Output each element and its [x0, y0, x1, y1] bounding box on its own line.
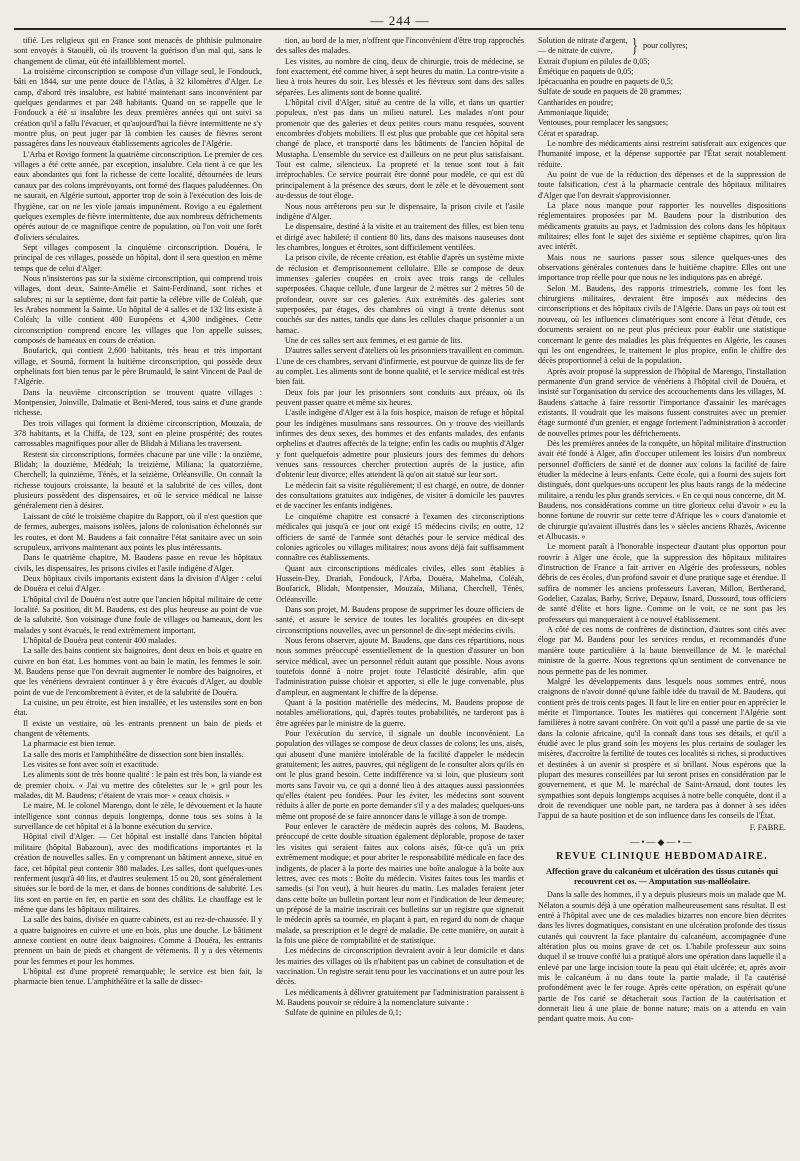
collyre-line: Solution de nitrate d'argent, [538, 36, 628, 45]
paragraph: La pharmacie est bien tenue. [23, 739, 116, 749]
paragraph: Restent six circonscriptions, formées chacune par une ville : la onzième, Blidah; la douzième, Médéah; la treizième, Miliana; la quatorzième, Cherchell; la quinzième, Ténès, et la seizième, Orléansville. On connaît la richesse toujours croissante, la beauté et la salubrité de ces villes, dont plusieurs possèdent des dispensaires, et où le service médical ne laisse généralement rien à désirer. [14, 449, 262, 511]
section-heading: REVUE CLINIQUE HEBDOMADAIRE. [556, 851, 768, 863]
paragraph: La salle des bains contient six baignoires, dont deux en bois et quatre en cuivre en bon état. Les hommes vont au bain le matin, les femmes le soir. M. Baudens pense que l'on devrait augmenter le nombre des baignoires, et que les vénériens devraient continuer à y être évacués d'Alger, au double point de vue de l'encombrement à éviter, et de la salubrité de Douéra. [14, 646, 262, 697]
collyre-label: pour collyres; [643, 41, 688, 51]
brace-glyph: } [632, 36, 639, 58]
paragraph: Les visites se font avec soin et exactitude. [23, 760, 159, 770]
text-columns [14, 36, 786, 1154]
paragraph: La cuisine, un peu étroite, est bien installée, et les ustensiles sont en bon état. [14, 698, 262, 718]
page-header [14, 10, 786, 32]
paragraph: Dans la neuvième circonscription se trouvent quatre villages : Montpensier, Joinville, Dalmatie et Beni-Mered, tous sains et d'une grande richesse. [14, 387, 262, 418]
paragraph: La salle des bains, divisée en quatre cabinets, est au rez-de-chaussée. Il y a quatre baignoires en cuivre et une en bois, plus une douche. Le bâtiment annexe contient en outre deux baignoires. Comme à Douéra, les entrants prennent un bain de pieds et changent de vêtements. Il y a des vêtements pour les femmes et pour les hommes. [14, 915, 262, 966]
right-column [538, 36, 786, 1154]
collyre-lines [538, 36, 627, 57]
paragraph: L'hôpital civil d'Alger, situé au centre de la ville, et dans un quartier populeux, n'est pas dans un milieu naturel. Les malades n'ont pour promenoir que des galeries et deux petites cours manu resquées, souvent encombrées d'objets mobiliers. Il est plus que probable que cet hôpital sera changé de place, et transporté dans les bâtiments de l'ancien hôpital de Mustapha. L'ensemble du service est d'ailleurs on ne peut plus satisfaisant. Tout est calme, silencieux. La propreté et la tenue sont tout à fait irréprochables. Ce service pourrait être donné pour modèle, ce qui est dû principalement à la présence des sœurs, dont le zèle et le dévouement sont au-dessus de tout éloge. [276, 98, 524, 201]
paragraph: Les médecins de circonscription devraient avoir à leur domicile et dans les mairies des villages où ils n'habitent pas un cabinet de consultation et de vaccination. Un registre serait tenu pour les vaccinations et un autre pour les décès. [276, 946, 524, 987]
paragraph: Dans le quatrième chapitre, M. Baudens passe en revue les hôpitaux civils, les dispensaires, les prisons civiles et l'asile indigène d'Alger. [14, 553, 262, 573]
remedy-list [538, 36, 786, 139]
article-body [538, 890, 786, 1024]
paragraph: Au point de vue de la réduction des dépenses et de la suppression de toute falsification, c'est à la pharmacie centrale des hôpitaux militaires d'Alger que l'on devrait s'approvisionner. [538, 170, 786, 200]
paragraph: Nous nous arrêterons peu sur le dispensaire, la prison civile et l'asile indigène d'Alger. [276, 201, 524, 221]
remedy-item: Extrait d'opium en pilules de 0,05; [538, 56, 650, 66]
paragraph: Après avoir proposé la suppression de l'hôpital de Marengo, l'installation permanente d'un grand service de vénériens à l'hôpital civil de Douéra, et insisté sur l'organisation du service des accouchements dans les villages, M. Baudens s'attache à faire ressortir l'importance d'assainir les marécages existants. Il voudrait que les maisons fussent construites avec un premier étage surmonté d'un grenier, et engage fortement l'administration à accorder de nouvelles primes pour les défrichements. [538, 366, 786, 438]
paragraph: Deux fois par jour les prisonniers sont conduits aux préaux, où ils peuvent passer quatre et même six heures. [276, 387, 524, 408]
header-rule [14, 28, 786, 30]
paragraph: Sept villages composent la cinquième circonscription. Douéra, le principal de ces villages, possède un hôpital, dont il sera question en même temps que de celui d'Alger. [14, 242, 262, 273]
paragraph: Dans la salle des hommes, il y a depuis plusieurs mois un malade que M. Nélaton a soumis déjà à une opération malheureusement sans résultat. Il est entré à l'hôpital avec une de ces maladies bizarres non encore bien décrites dans les livres dogmatiques, consistant en une ulcération profonde des tissus cutanés qui couvrent la face plantaire du calcanéum, accompagnée d'une altération plus ou moins grave de cet os. L'habile professeur aux soins duquel il se trouve confié lui a pratiqué alors une opération dans laquelle il a enlevé par une large incision toute la peau qui était ulcérée; et, après avoir mis le calcanéum à nu dans toute la partie malade, il l'a cautérisé profondément avec le fer rouge. Après cette opération, on espérait qu'une partie de l'os carié se détacherait sous l'action de la cautérisation et donnerait lieu à une plaie de bonne nature; mais on a attendu en vain pendant quatre mois. Au con- [538, 890, 786, 1024]
paragraph: Dans son projet, M. Baudens propose de supprimer les douze officiers de santé, et assure le service de toutes les localités groupées en dix-sept circonscriptions nouvelles, avec un personnel de dix-sept médecins civils. [276, 604, 524, 635]
author-signature: F. FABRE. [749, 822, 786, 832]
remedy-item: Sulfate de soude en paquets de 20 grammes; [538, 87, 682, 97]
paragraph: Dès les premières années de la conquête, un hôpital militaire d'instruction avait été fondé à Alger, afin d'occuper utilement les loisirs d'un nombreux personnel d'officiers de santé et de donner aux colons la facilité de faire étudier la médecine à leurs enfants. Cette école, qui a fourni des sujets fort distingués, dont quelques-uns occupent les plus hauts rangs de la médecine militaire, a rendu les plus grands services. « En ce qui nous concerne, dit M. Baudens, nos considérations comme un titre glorieux celui d'avoir » eu la bonne fortune de rouvrir sur cette terre d'Afrique les » cours d'anatomie et de chirurgie qu'avaient illustrés dans les » siècles anciens Rhazès, Avicenne et Albucasis. » [538, 438, 786, 542]
paragraph: Le nombre des médicaments ainsi restreint satisferait aux exigences que l'humanité impose, et la dépense supportée par l'État serait notablement réduite. [538, 138, 786, 169]
paragraph: L'hôpital civil de Douéra n'est autre que l'ancien hôpital militaire de cette localité. Sa position, dit M. Baudens, est des plus heureuse au point de vue de la salubrité. Son voisinage d'une foule de villages ou hameaux, dont les malades y sont évacués, le rend extrêmement important. [14, 594, 262, 635]
paragraph: D'autres salles servent d'ateliers où les prisonniers travaillent en commun. L'une de ces chambres, servant d'infirmerie, est pourvue de quinze lits de fer au complet. Les aliments sont de bonne qualité, et le service médical est très bien fait. [276, 346, 524, 387]
paragraph: La troisième circonscription se compose d'un village seul, le Fondouck, bâti en 1844, sur une pente douce de l'Atlas, à 32 kilomètres d'Alger. Le camp, d'abord très insalubre, est habité maintenant sans inconvénient par quelques gendarmes et par 248 habitants. Quand on se rappelle que le Fondouck a été si insalubre les deux premières années qui ont suivi sa création qu'il a fallu l'évacuer, et qu'aujourd'hui la fièvre intermittente ne s'y montre plus, on peut juger par là combien les causes de fièvres seront passagères dans les nouveaux établissements agricoles de l'Algérie. [14, 67, 262, 149]
collyre-group [538, 36, 786, 57]
paragraph: tifié. Les religieux qui en France sont menacés de phthisie pulmonaire sont envoyés à Staouëli, où ils trouvent la guérison d'un mal qui, sans le changement de climat, eût été infailliblement mortel. [14, 36, 262, 66]
paragraph: Les médicaments à délivrer gratuitement par l'administration paraissent à M. Baudens pouvoir se réduire à la nomenclature suivante : [276, 987, 524, 1007]
paragraph: A côté de ces noms de confrères de distinction, d'autres sont cités avec éloge par M. Baudens pour les services rendus, et recommandés d'une manière toute particulière à la haute bienveillance de M. le maréchal ministre de la guerre. Nous regrettons qu'un sentiment de convenance ne nous permette pas de les nommer. [538, 625, 786, 676]
remedy-item: Cérat et sparadrap. [538, 128, 599, 138]
paragraph: L'hôpital de Douéra peut contenir 400 malades. [23, 635, 177, 645]
paragraph: Pour enlever le caractère de médecin auprès des colons, M. Baudens, préoccupé de cette double situation également déplorable, propose de taxer les visites qui seraient faites aux colons aisés, fût-ce qu'à un prix extrêmement modique; et pour abriter le responsabilité médicale en face des indigents, de placer à la porte des mairies une boîte analogue à la boîte aux lettres, avec ces mots : Boîte du médecin. Visites faites tous les mardis et samedis (si l'on veut), à huit heures du matin. Les malades feraient jeter dans cette boîte un bulletin portant leur nom et l'indication de leur demeure; un préposé de la mairie inscrirait ces bulletins sur un registre que signerait le médecin après sa tournée, en plaçant à part, en regard du nom de chaque malade, sa prescription et le degré de maladie. De cette manière, on aurait à la fois une pièce de comptabilité et de statistique. [276, 822, 524, 945]
article-title: Affection grave du calcanéum et ulcération des tissus cutanés qui recouvrent cet os. — Amputation sus-malléolaire. [546, 866, 778, 886]
paragraph: Pour l'exécution du service, il signale un double inconvénient. La population des villages se compose de deux classes de colons; les uns, aisés, qui abusent d'une manière intolérable de la facilité d'appeler le médecin gratuitement; les autres, pauvres, qui négligent de le consulter alors qu'ils en ont le plus grand besoin. Cette indifférence va si loin, que plusieurs sont morts sans l'avoir vu, ce qui a donné lieu à des attaques aussi passionnées qu'elles étaient peu fondées. Pour les éviter, les médecins sont souvent réduits à aller de porte en porte demander s'il y a des malades; quelques-uns même ont proposé de se faire annoncer dans le village à son de trompe. [276, 729, 524, 821]
paragraph: Des trois villages qui forment la dixième circonscription, Mouzaïa, de 378 habitants, et la Chiffa, de 123, sont en pleine prospérité; des routes carrossables magnifiques pour aller de Blidah à Miliana les traversent. [14, 418, 262, 449]
remedy-item: Ammoniaque liquide; [538, 108, 609, 118]
paragraph: Les visites, au nombre de cinq, deux de chirurgie, trois de médecine, se font exactement, été comme hiver, à sept heures du matin. La contre-visite a lieu à trois heures du soir. Les blessés et les fiévreux sont dans des salles séparées. Les aliments sont de bonne qualité. [276, 56, 524, 97]
paragraph: La place nous manque pour rapporter les nouvelles dispositions réglementaires proposées par M. Baudens pour la distribution des médicaments gratuits au pays, et l'admission des colons dans les hôpitaux militaires; elles font le sujet des sixième et septième chapitres, qu'on lira avec intérêt. [538, 201, 786, 252]
remedy-item: Émétique en paquets de 0,05; [538, 66, 634, 76]
remedy-items [538, 57, 786, 139]
paragraph: Le maire, M. le colonel Marengo, dont le zèle, le dévouement et la haute intelligence sont connus depuis longtemps, donne tous ses soins à la surveillance de cet hôpital et à la bonne exécution du service. [14, 801, 262, 832]
paragraph: Le moment paraît à l'honorable inspecteur d'autant plus opportun pour rouvrir à Alger une école, que la suppression des hôpitaux militaires d'instruction de France a fait arriver en Algérie des professeurs, nobles débris de ces écoles, d'un profond savoir et d'une pratique sage et étendue. Il suffira de nommer les anciens professeurs Laveran, Millon, Bertherand, Godelier, Cazalas, Barby, Scrive, Depauw, Isnard, Dussourd, tous officiers de santé d'élite et hors ligne. Comme on le voit, ce ne sont pas les professeurs qui manqueraient à ce nouvel établissement. [538, 542, 786, 624]
paragraph: Nous n'insisterons pas sur la sixième circonscription, qui comprend trois villages, dont deux, Sainte-Amélie et Saint-Ferdinand, sont riches et salubres; ni sur la septième, dont fait partie la célèbre ville de Coléah, que les Arabes nomment la Sainte. Un hôpital de 4 salles et de 132 lits existe à Coléah; la ville contient 400 Européens et 4,300 indigènes. Cette circonscription comprend encore les villages que l'on appelle suisses, composés de hameaux en cours de création. [14, 273, 262, 345]
paragraph: Mais nous ne saurions passer sous silence quelques-unes des observations générales contenues dans le huitième chapitre. Elles ont une importance trop réelle pour que nous ne les indiquions pas en abrégé. [538, 252, 786, 283]
paragraph: Deux hôpitaux civils importants existent dans la division d'Alger : celui de Douéra et celui d'Alger. [14, 573, 262, 594]
paragraph: L'Arba et Rovigo forment la quatrième circonscription. Le premier de ces villages a été cette année, par exception, insalubre. Cela tient à ce que les eaux abondantes qui font la richesse de cette localité, détournées de leurs canaux par des colons imprévoyants, ont formé des flaques paludéennes. On ne saurait, en Algérie surtout, apporter trop de soin à l'exécution des lois de l'hygiène, car on ne les viole jamais impunément. Rovigo a eu également quelques exemples de fièvre intermittente, due aux nombreux défrichements opérés autour de ce magnifique centre de population, où l'on voit une forêt d'oliviers séculaires. [14, 149, 262, 242]
paragraph: Le dispensaire, destiné à la visite et au traitement des filles, est bien tenu et dirigé avec habileté; il contient 80 lits, dans des maisons nauseuses dont les chambres, longues et étroites, sont difficilement ventilées. [276, 222, 524, 252]
paragraph: Il existe un vestiaire, où les entrants prennent un bain de pieds et changent de vêtements. [14, 718, 262, 739]
middle-column [276, 36, 524, 1154]
paragraph: La prison civile, de récente création, est établie d'après un système mixte de réclusion et d'emprisonnement cellulaire. Elle se compose de deux immenses galeries coupées en croix avec trois rangs de cellules superposées. Chaque cellule, d'une largeur de 2 mètres sur 2 mètres 50 de profondeur, ouvre sur ces galeries. Aux extrémités des galeries sont superposées, par étages, des chambres où vingt à trente détenus sont couchés sur des nattes, tandis que dans les cellules chaque prisonnier a un hamac. [276, 253, 524, 335]
right-paragraphs [538, 139, 786, 822]
remedy-item: Ventouses, pour remplacer les sangsues; [538, 118, 669, 128]
paragraph: Le médecin fait sa visite régulièrement; il est chargé, en outre, de donner des consultations gratuites aux indigènes, de visiter à domicile les pauvres et de vacciner les enfants indigènes. [276, 480, 524, 511]
left-column [14, 36, 262, 1154]
paragraph: Boufarick, qui contient 2,600 habitants, très beau et très important village, et Soumâ, forment la huitième circonscription, qui possède deux orphelinats fort bien tenus par le père Brumauld, le saint Vincent de Paul de l'Algérie. [14, 346, 262, 387]
paragraph: Quant aux circonscriptions médicales civiles, elles sont établies à Hussein-Dey, Drariah, Fondouck, l'Arba, Douéra, Mahelma, Coléah, Boufarick, Blidah, Montpensier, Mouzaïa, Miliana, Cherchell, Ténès, Orléansville. [276, 563, 524, 604]
collyre-line: — de nitrate de cuivre, [538, 46, 613, 56]
paragraph: Malgré les développements dans lesquels nous sommes entré, nous craignons de n'avoir donné qu'une faible idée du travail de M. Baudens, qui contient près de trois cents pages. Il faut le lire en entier pour en apprécier le mérite et l'importance. Toutes les matières qui concernent l'Algérie sont familières à notre savant confrère. On voit qu'il a passé une partie de sa vie dans la colonie africaine, qu'il la connaît dans tous ses détails, et qu'il a étudié avec le plus grand soin les moyens les plus certains de soulager les misères, d'accroître la fertilité de toutes ces localités si riches, si productives et destinées à un avenir si prospère et si brillant. Nous espérons que la plupart des mesures conseillées par lui seront prises en considération par le gouvernement, et que M. le maréchal de Saint-Arnaud, dont toutes les sympathies sont depuis longtemps acquises à notre belle conquête, dont il a droit de revendiquer une noble part, ne tardera pas à donner à ses idées l'appui de sa haute position et de son influence dans les conseils de l'État. [538, 676, 786, 821]
paragraph: Sulfate de quinine en pilules de 0,1; [285, 1008, 402, 1018]
paragraph: L'hôpital est d'une propreté remarquable; le service est bien fait, la pharmacie bien tenue. L'amphithéâtre et la salle de dissec- [14, 966, 262, 987]
paragraph: La salle des morts et l'amphithéâtre de dissection sont bien installés. [23, 749, 244, 759]
paragraph: Le cinquième chapitre est consacré à l'examen des circonscriptions médicales qui jusqu'à ce jour ont exigé 15 médecins civils; en outre, 12 officiers de santé de l'armée sont détachés pour le service médical des colonies agricoles ou villages militaires; nous avons déjà fait suffisamment connaître ces établissements. [276, 511, 524, 563]
paragraph: tion, au bord de la mer, n'offrent que l'inconvénient d'être trop rapprochés des salles des malades. [276, 36, 524, 56]
section-ornament: —•—◆—•— [630, 837, 694, 847]
paragraph: Quant à la position matérielle des médecins, M. Baudens propose de notables améliorations, qui, d'après toutes probabilités, ne tarderont pas à être agréées par le ministre de la guerre. [276, 698, 524, 728]
paragraph: Laissant de côté le troisième chapitre du Rapport, où il n'est question que de fermes, auberges, maisons isolées, jalons de colonisation échelonnés sur les routes, et dont M. Baudens a fait connaître l'état sanitaire avec un soin scrupuleux, arrivons maintenant aux points les plus intéressants. [14, 511, 262, 552]
paragraph: Hôpital civil d'Alger. — Cet hôpital est installé dans l'ancien hôpital militaire (hôpital Babazoun), avec des modifications importantes et la création de nouvelles salles. En y comprenant un bâtiment annexe, situé en face, cet hôpital peut contenir 380 malades. Les salles, dont quelques-unes renferment jusqu'à 40 lits, et d'autres seulement 15 ou 20, sont généralement situées sur le bord de la mer, et dans de bonnes conditions de salubrité. Les lits sont en partie en fer, en partie en sont des châlits. Le chauffage est le même que dans les hôpitaux militaires. [14, 832, 262, 914]
paragraph: Les aliments sont de très bonne qualité : le pain est très bon, la viande est de premier choix. « J'ai vu mettre des côtelettes sur le » gril pour les malades, dit M. Baudens; c'étaient de vrais mor- » ceaux choisis. » [14, 770, 262, 801]
page-number: — 244 — [370, 13, 430, 28]
paragraph: Nous ferons observer, ajoute M. Baudens, que dans ces répartitions, nous nous sommes préoccupé essentiellement de la question d'assurer un bon service médical, avec un personnel réduit autant que possible. Nous avons toutefois donné à notre projet toute l'élasticité désirable, afin que l'administration puisse choisir et apporter, si elle le juge convenable, plus d'ampleur, en augmentant le chiffre de la dépense. [276, 635, 524, 697]
paragraph: L'asile indigène d'Alger est à la fois hospice, maison de refuge et hôpital pour les indigènes musulmans sans ressources. On y trouve des vieillards infirmes des deux sexes, des hommes et des enfants malades, des enfants orphelins et d'autres affectés de la teigne; enfin les cadis ou muphtis d'Alger y font quelquefois admettre pour plusieurs jours des femmes du dehors venues sans ressources chercher protection auprès de la justice, afin d'obtenir leur divorce; elles attendent là qu'on ait statué sur leur sort. [276, 408, 524, 480]
paragraph: Selon M. Baudens, des rapports trimestriels, comme les font les chirurgiens militaires, devraient être imposés aux médecins des circonscriptions et des hôpitaux civils de l'Algérie. Dans un pays où tout est nouveau, où les influences climatériques sont encore à l'état d'étude, ces documents seraient on ne peut plus précieux pour établir une statistique concernant le genre des maladies les plus fréquentes en Algérie, les causes qui les ont engendrées, le traitement le plus propice, enfin le chiffre des décès proportionnel à celui de la population. [538, 283, 786, 366]
remedy-item: Cantharides en poudre; [538, 97, 614, 107]
paragraph: Une de ces salles sert aux femmes, et est garnie de lits. [285, 335, 463, 345]
remedy-item: Ipécacuanha en poudre en paquets de 0,5; [538, 77, 674, 87]
